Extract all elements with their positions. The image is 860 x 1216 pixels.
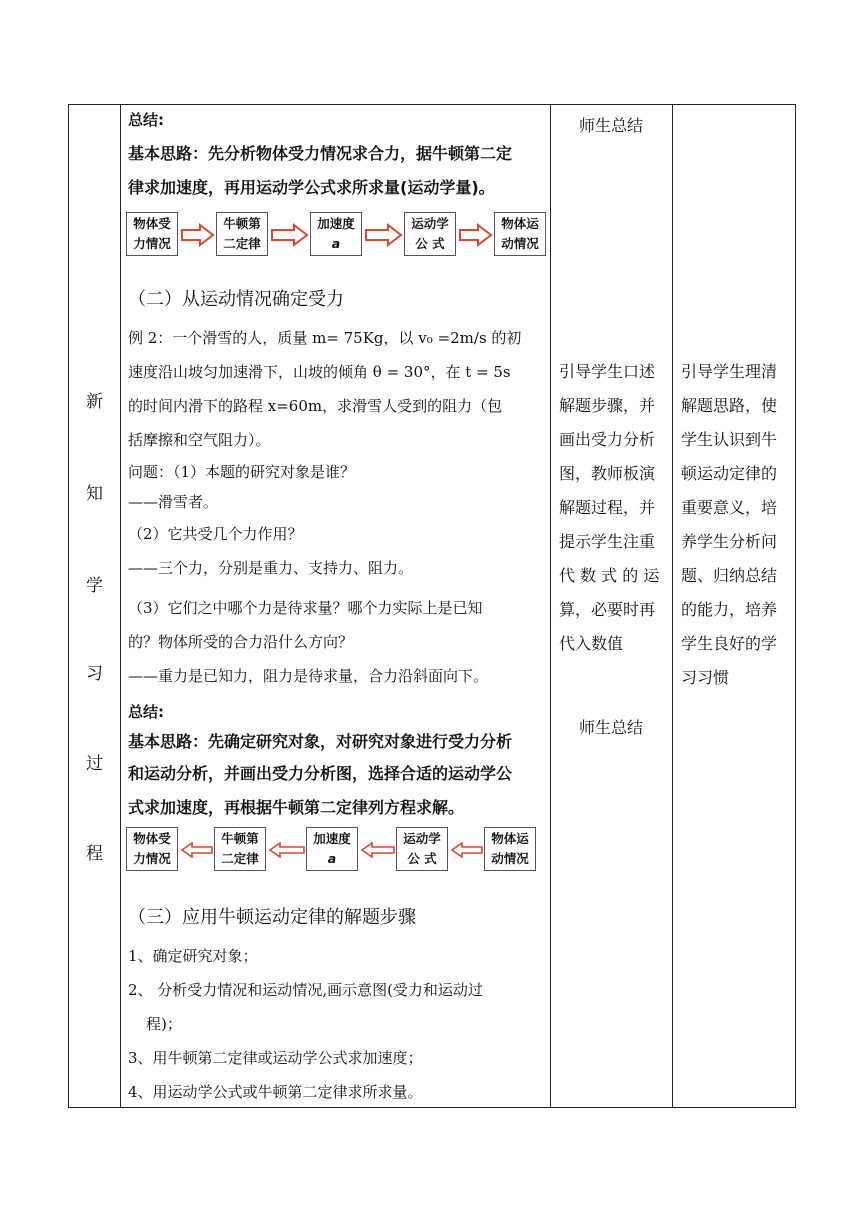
flow-box: 牛顿第 二定律 [214,827,266,871]
summary-text-line: 律求加速度，再用运动学公式求所求量(运动学量)。 [128,178,495,197]
example-line: 的时间内滑下的路程 x=60m，求滑雪人受到的阻力（包 [128,397,503,415]
summary-text-line: 和运动分析，并画出受力分析图，选择合适的运动学公 [128,764,513,783]
answer-line: ——重力是已知力，阻力是待求量，合力沿斜面向下。 [128,667,489,685]
example-line: 括摩擦和空气阻力）。 [128,431,271,449]
intent-line: 重要意义，培 [681,498,778,517]
flow-box: 加速度 a [306,827,358,871]
step-line: 1、确定研究对象； [128,947,258,965]
left-arrow-icon [450,842,484,858]
intent-line: 题、归纳总结 [681,566,778,585]
activity-line: 算，必要时再 [559,600,656,619]
column-divider [672,105,673,1107]
intent-line: 学生良好的学 [681,634,778,653]
answer-line: ——滑雪者。 [128,493,219,511]
flow-box: 物体运 动情况 [494,212,546,256]
right-arrow-icon [364,223,404,247]
activity-line: 解题过程，并 [559,498,656,517]
section-label-column [69,105,120,1107]
lesson-table [68,104,796,1108]
left-arrow-icon [360,842,396,858]
activity-line: 画出受力分析 [559,430,656,449]
section-label-char: 程 [86,844,103,864]
flow-box: 物体受 力情况 [126,827,178,871]
intent-line: 引导学生理清 [681,362,778,381]
left-arrow-icon [180,842,214,858]
step-line: 程)； [146,1015,182,1033]
section-heading: （二）从运动情况确定受力 [128,289,344,310]
flow-box: 运动学 公 式 [404,212,456,256]
activity-line: 解题步骤，并 [559,396,656,415]
summary-text-line: 基本思路：先分析物体受力情况求合力，据牛顿第二定 [128,144,513,163]
flow-box: 运动学 公 式 [396,827,448,871]
section-label-char: 习 [86,664,103,684]
activity-line: 引导学生口述 [559,362,656,381]
intent-line: 的能力，培养 [681,600,778,619]
activity-note: 师生总结 [579,116,644,135]
question-line: 的？物体所受的合力沿什么方向？ [128,633,354,651]
section-label-char: 学 [86,576,103,596]
question-line: 问题：（1）本题的研究对象是谁？ [128,463,356,481]
section-label-char: 过 [86,754,103,774]
activity-line: 代 数 式 的 运 [559,566,660,585]
flow-box: 物体受 力情况 [126,212,178,256]
right-arrow-icon [270,223,310,247]
question-line: （3）它们之中哪个力是待求量？哪个力实际上是已知 [128,599,483,617]
flow-box: 物体运 动情况 [484,827,536,871]
section-label-char: 知 [86,484,103,504]
right-arrow-icon [458,223,494,247]
left-arrow-icon [268,842,306,858]
step-line: 2、 分析受力情况和运动情况,画示意图(受力和运动过 [128,981,483,999]
intent-line: 养学生分析问 [681,532,778,551]
activity-line: 代入数值 [559,634,624,653]
activity-line: 图，教师板演 [559,464,656,483]
intent-line: 顿运动定律的 [681,464,778,483]
flow-box: 牛顿第 二定律 [216,212,268,256]
example-line: 例 2：一个滑雪的人，质量 m= 75Kg，以 v₀ =2m/s 的初 [128,329,522,347]
column-divider [120,105,121,1107]
answer-line: ——三个力，分别是重力、支持力、阻力。 [128,559,414,577]
activity-line: 提示学生注重 [559,532,656,551]
summary-text-line: 式求加速度，再根据牛顿第二定律列方程求解。 [128,798,465,817]
activity-note: 师生总结 [579,718,644,737]
summary-text-line: 基本思路：先确定研究对象，对研究对象进行受力分析 [128,732,513,751]
question-line: （2）它共受几个力作用？ [128,525,303,543]
intent-line: 学生认识到牛 [681,430,778,449]
example-line: 速度沿山坡匀加速滑下，山坡的倾角 θ = 30°，在 t = 5s [128,363,511,381]
intent-line: 习习惯 [681,668,730,687]
right-arrow-icon [180,223,216,247]
column-divider [550,105,551,1107]
step-line: 4、用运动学公式或牛顿第二定律求所求量。 [128,1083,423,1101]
intent-line: 解题思路，使 [681,396,778,415]
flow-box: 加速度 a [310,212,362,256]
step-line: 3、用牛顿第二定律或运动学公式求加速度； [128,1049,423,1067]
section-heading: （三）应用牛顿运动定律的解题步骤 [128,907,416,928]
summary-title: 总结: [128,703,164,721]
summary-title: 总结: [128,111,164,129]
section-label-char: 新 [86,392,103,412]
